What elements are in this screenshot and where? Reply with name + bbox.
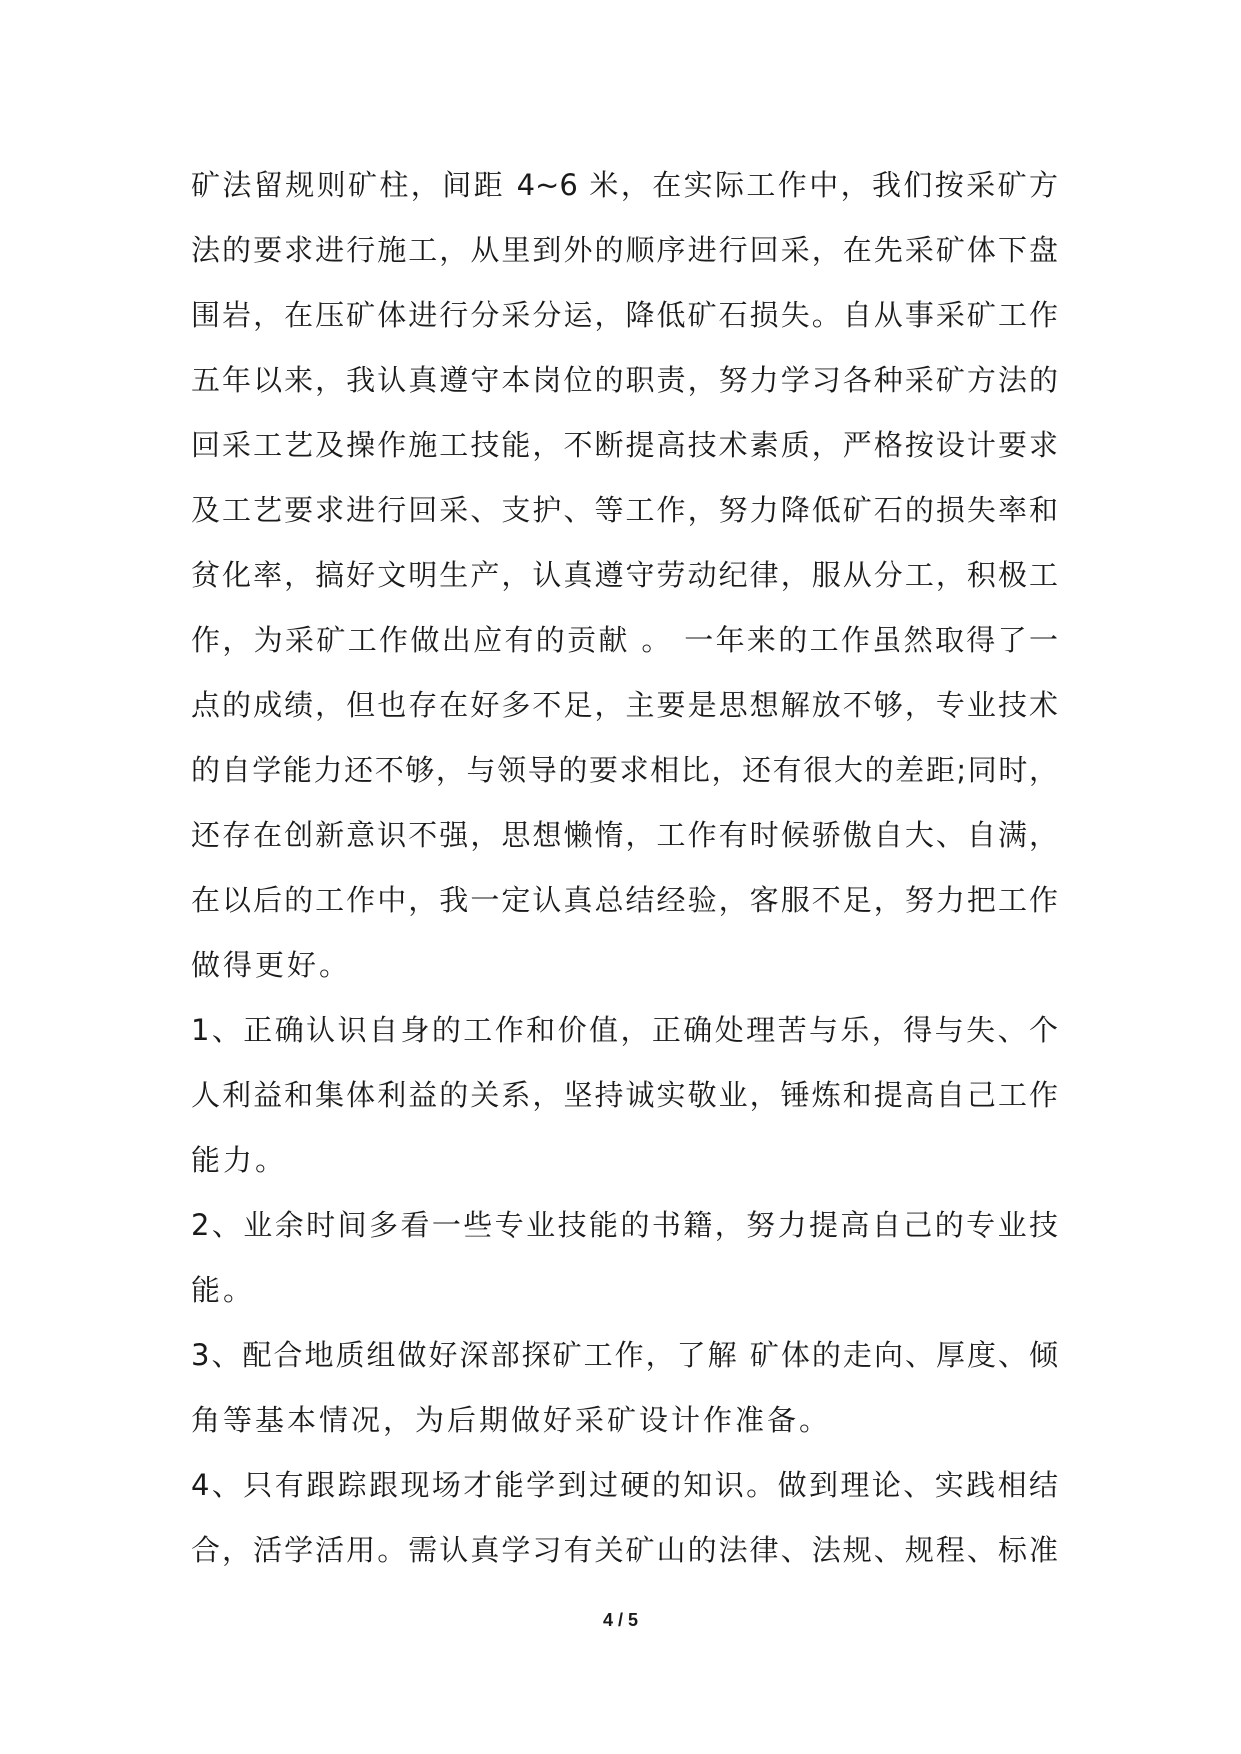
text-line: 回采工艺及操作施工技能，不断提高技术素质，严格按设计要求 xyxy=(191,428,1058,462)
text-line: 还存在创新意识不强，思想懒惰，工作有时候骄傲自大、自满， xyxy=(191,818,1058,852)
text-line: 及工艺要求进行回采、支护、等工作，努力降低矿石的损失率和 xyxy=(191,493,1058,527)
text-line: 矿法留规则矿柱，间距 4~6 米，在实际工作中，我们按采矿方 xyxy=(191,168,1058,202)
list-item-line: 角等基本情况，为后期做好采矿设计作准备。 xyxy=(191,1403,832,1437)
text-line: 在以后的工作中，我一定认真总结经验，客服不足，努力把工作 xyxy=(191,883,1058,917)
text-line: 法的要求进行施工，从里到外的顺序进行回采，在先采矿体下盘 xyxy=(191,233,1058,267)
list-item-line: 人利益和集体利益的关系，坚持诚实敬业，锤炼和提高自己工作 xyxy=(191,1078,1058,1112)
text-line: 的自学能力还不够，与领导的要求相比，还有很大的差距;同时， xyxy=(191,753,1058,787)
text-line: 做得更好。 xyxy=(191,948,352,982)
text-line: 围岩，在压矿体进行分采分运，降低矿石损失。自从事采矿工作 xyxy=(191,298,1058,332)
page-number: 4 / 5 xyxy=(602,1610,639,1630)
list-item-line: 4、只有跟踪跟现场才能学到过硬的知识。做到理论、实践相结 xyxy=(191,1468,1058,1502)
list-item-line: 合，活学活用。需认真学习有关矿山的法律、法规、规程、标准 xyxy=(191,1533,1058,1567)
list-item-line: 能。 xyxy=(191,1273,256,1307)
text-line: 作，为采矿工作做出应有的贡献 。 一年来的工作虽然取得了一 xyxy=(191,623,1058,657)
list-item-line: 2、业余时间多看一些专业技能的书籍，努力提高自己的专业技 xyxy=(191,1208,1058,1242)
list-item-line: 能力。 xyxy=(191,1143,288,1177)
text-line: 贫化率，搞好文明生产，认真遵守劳动纪律，服从分工，积极工 xyxy=(191,558,1058,592)
text-line: 点的成绩，但也存在好多不足，主要是思想解放不够，专业技术 xyxy=(191,688,1058,722)
list-item-line: 1、正确认识自身的工作和价值，正确处理苦与乐，得与失、个 xyxy=(191,1013,1058,1047)
body-text xyxy=(191,153,1058,1583)
text-line: 五年以来，我认真遵守本岗位的职责，努力学习各种采矿方法的 xyxy=(191,363,1058,397)
list-item-line: 3、配合地质组做好深部探矿工作，了解 矿体的走向、厚度、倾 xyxy=(191,1338,1058,1372)
